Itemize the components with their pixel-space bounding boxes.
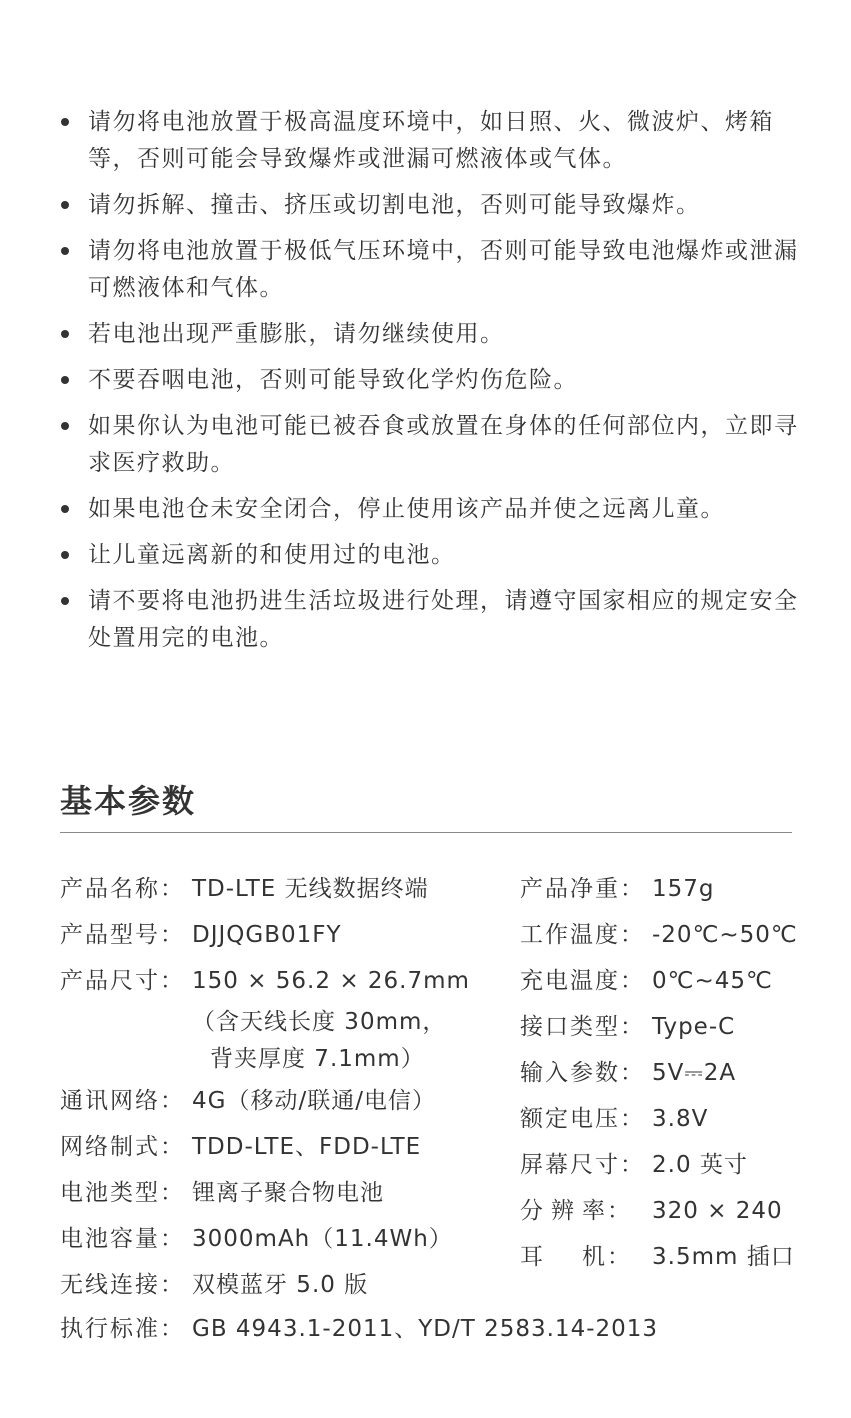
battery-warning-list <box>60 104 800 666</box>
spec-row-voltage <box>520 1096 820 1142</box>
spec-value: 双模蓝牙 5.0 版 <box>192 1272 369 1298</box>
warning-text: 请勿将电池放置于极低气压环境中，否则可能导致电池爆炸或泄漏可燃液体和气体。 <box>88 238 799 301</box>
spec-row-resolution <box>520 1188 820 1234</box>
spec-label: 输入参数： <box>520 1060 645 1086</box>
warning-text: 请不要将电池扔进生活垃圾进行处理，请遵守国家相应的规定安全处置用完的电池。 <box>88 588 799 651</box>
spec-label: 充电温度： <box>520 968 645 994</box>
label-char: 率： <box>582 1198 632 1224</box>
spec-row-dimensions <box>60 958 500 1078</box>
warning-text: 让儿童远离新的和使用过的电池。 <box>88 542 456 568</box>
spec-value: DJJQGB01FY <box>192 922 342 948</box>
warning-item <box>60 316 800 353</box>
spec-label: 通讯网络： <box>60 1088 185 1114</box>
spec-label: 产品净重： <box>520 876 645 902</box>
spec-row-operating-temp <box>520 912 820 958</box>
warning-text: 如果电池仓未安全闭合，停止使用该产品并使之远离儿童。 <box>88 496 725 522</box>
spec-label: 产品型号： <box>60 922 185 948</box>
label-char: 耳 <box>520 1244 545 1270</box>
spec-value: 4G（移动/联通/电信） <box>192 1088 436 1114</box>
spec-label: 网络制式： <box>60 1134 185 1160</box>
spec-label: 屏幕尺寸： <box>520 1152 645 1178</box>
warning-text: 如果你认为电池可能已被吞食或放置在身体的任何部位内，立即寻求医疗救助。 <box>88 413 799 476</box>
spec-note: （含天线长度 30mm， <box>192 1009 447 1035</box>
specs-left-column <box>60 866 500 1308</box>
bullet-icon <box>61 376 69 384</box>
spec-row-model <box>60 912 500 958</box>
spec-row-charging-temp <box>520 958 820 1004</box>
spec-note: 背夹厚度 7.1mm） <box>210 1046 425 1072</box>
spec-label: 产品名称： <box>60 876 185 902</box>
label-char: 分 <box>520 1198 545 1224</box>
specs-title: 基本参数 <box>60 782 197 820</box>
warning-item <box>60 362 800 399</box>
warning-item <box>60 491 800 528</box>
section-divider <box>60 832 792 833</box>
spec-row-battery-capacity <box>60 1216 500 1262</box>
spec-label: 执行标准： <box>60 1316 185 1342</box>
spec-value: 5V⎓2A <box>652 1060 737 1086</box>
spec-value-multiline <box>192 958 500 1078</box>
spec-label: 接口类型： <box>520 1014 645 1040</box>
spec-label: 电池类型： <box>60 1180 185 1206</box>
spec-row-wireless <box>60 1262 500 1308</box>
warning-text: 不要吞咽电池，否则可能导致化学灼伤危险。 <box>88 367 578 393</box>
spec-row-screen-size <box>520 1142 820 1188</box>
warning-item <box>60 408 800 482</box>
spec-row-earphone <box>520 1234 820 1280</box>
spec-row-standard <box>60 1306 820 1352</box>
specs-right-column <box>520 866 820 1280</box>
spec-value: 150 × 56.2 × 26.7mm <box>192 968 470 994</box>
bullet-icon <box>61 597 69 605</box>
spec-value: TD-LTE 无线数据终端 <box>192 876 429 902</box>
spec-value: Type-C <box>652 1014 736 1040</box>
label-char: 机： <box>582 1244 632 1270</box>
bullet-icon <box>61 505 69 513</box>
warning-item <box>60 104 800 178</box>
spec-label: 产品尺寸： <box>60 968 185 994</box>
spec-row-network <box>60 1078 500 1124</box>
warning-item <box>60 537 800 574</box>
spec-label: 额定电压： <box>520 1106 645 1132</box>
spec-value: 3.8V <box>652 1106 709 1132</box>
spec-value: 3000mAh（11.4Wh） <box>192 1226 453 1252</box>
warning-text: 请勿将电池放置于极高温度环境中，如日照、火、微波炉、烤箱等，否则可能会导致爆炸或泄漏可燃液体或气体。 <box>88 109 774 172</box>
spec-label <box>520 1188 652 1234</box>
spec-value: 锂离子聚合物电池 <box>192 1180 384 1206</box>
bullet-icon <box>61 247 69 255</box>
warning-item <box>60 187 800 224</box>
spec-value: 2.0 英寸 <box>652 1152 748 1178</box>
bullet-icon <box>61 330 69 338</box>
spec-value: 157g <box>652 876 715 902</box>
spec-value: -20℃~50℃ <box>652 922 798 948</box>
spec-value: 3.5mm 插口 <box>652 1244 795 1270</box>
warning-item <box>60 233 800 307</box>
spec-row-product-name <box>60 866 500 912</box>
spec-value: 0℃~45℃ <box>652 968 773 994</box>
spec-label <box>520 1234 652 1280</box>
bullet-icon <box>61 118 69 126</box>
spec-row-input <box>520 1050 820 1096</box>
spec-label: 无线连接： <box>60 1272 185 1298</box>
bullet-icon <box>61 422 69 430</box>
spec-value: 320 × 240 <box>652 1198 783 1224</box>
bullet-icon <box>61 201 69 209</box>
label-char: 辨 <box>551 1198 576 1224</box>
spec-label: 工作温度： <box>520 922 645 948</box>
spec-row-weight <box>520 866 820 912</box>
spec-row-port-type <box>520 1004 820 1050</box>
spec-row-battery-type <box>60 1170 500 1216</box>
warning-text: 若电池出现严重膨胀，请勿继续使用。 <box>88 321 505 347</box>
bullet-icon <box>61 551 69 559</box>
warning-item <box>60 583 800 657</box>
spec-value: TDD-LTE、FDD-LTE <box>192 1134 422 1160</box>
spec-label: 电池容量： <box>60 1226 185 1252</box>
spec-value: GB 4943.1-2011、YD/T 2583.14-2013 <box>192 1316 659 1342</box>
spec-row-network-standard <box>60 1124 500 1170</box>
warning-text: 请勿拆解、撞击、挤压或切割电池，否则可能导致爆炸。 <box>88 192 701 218</box>
